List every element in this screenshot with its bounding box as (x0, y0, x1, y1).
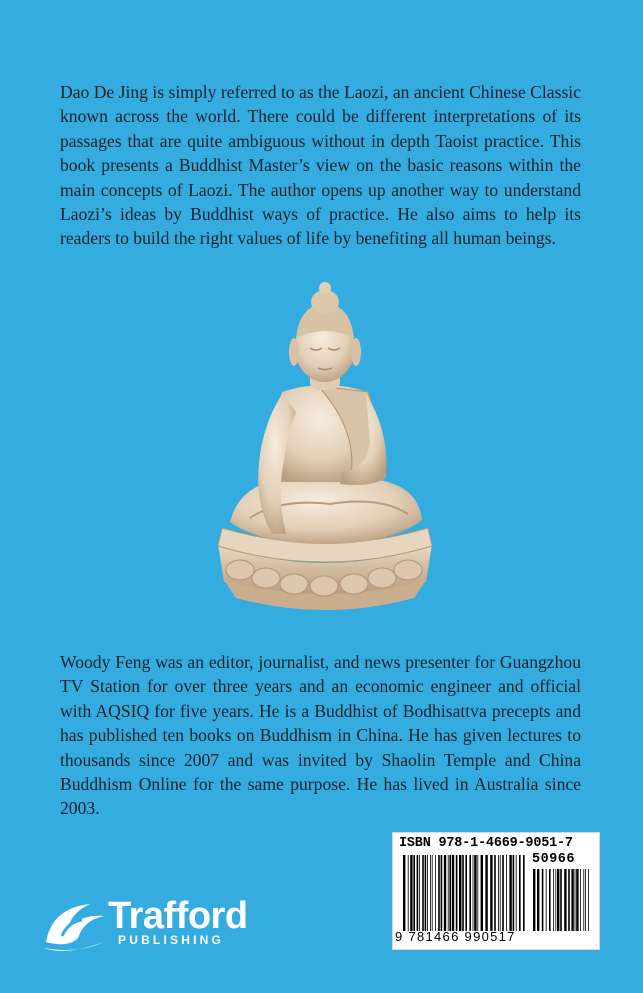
publisher-logo (42, 896, 282, 956)
buddha-statue-image (200, 282, 450, 632)
publisher-subtitle: PUBLISHING (118, 933, 225, 947)
description-text: Dao De Jing is simply referred to as the Laozi, an ancient Chinese Classic known across the world. There could be different interpretations of its passages that are quite ambiguous without in depth Taoist practice. This book presents a Buddhist Master’s view on the basic reasons within the main concepts of Laozi. The author opens up another way to understand Laozi’s ideas by Buddhist ways of practice. He also aims to help its readers to build the right values of life by benefiting all human beings. (60, 82, 581, 249)
barcode-bars (403, 855, 525, 931)
price-code-label: 50966 (532, 852, 576, 867)
barcode-addon-bars (533, 869, 591, 931)
wave-icon (42, 898, 108, 952)
barcode-digits: 9 781466 990517 (395, 929, 516, 944)
author-bio-text: Woody Feng was an editor, journalist, and news presenter for Guangzhou TV Station for over three years and an economic engineer and official with AQSIQ for five years. He is a Buddhist of Bodhisattva precepts and has published ten books on Buddhism in China. He has given lectures to thousands since 2007 and was invited by Shaolin Temple and China Buddhism Online for the same purpose. He has lived in Australia since 2003. (60, 652, 581, 819)
isbn-label: ISBN 978-1-4669-9051-7 (399, 836, 573, 851)
isbn-barcode (392, 832, 600, 950)
publisher-name: Trafford (108, 895, 248, 937)
